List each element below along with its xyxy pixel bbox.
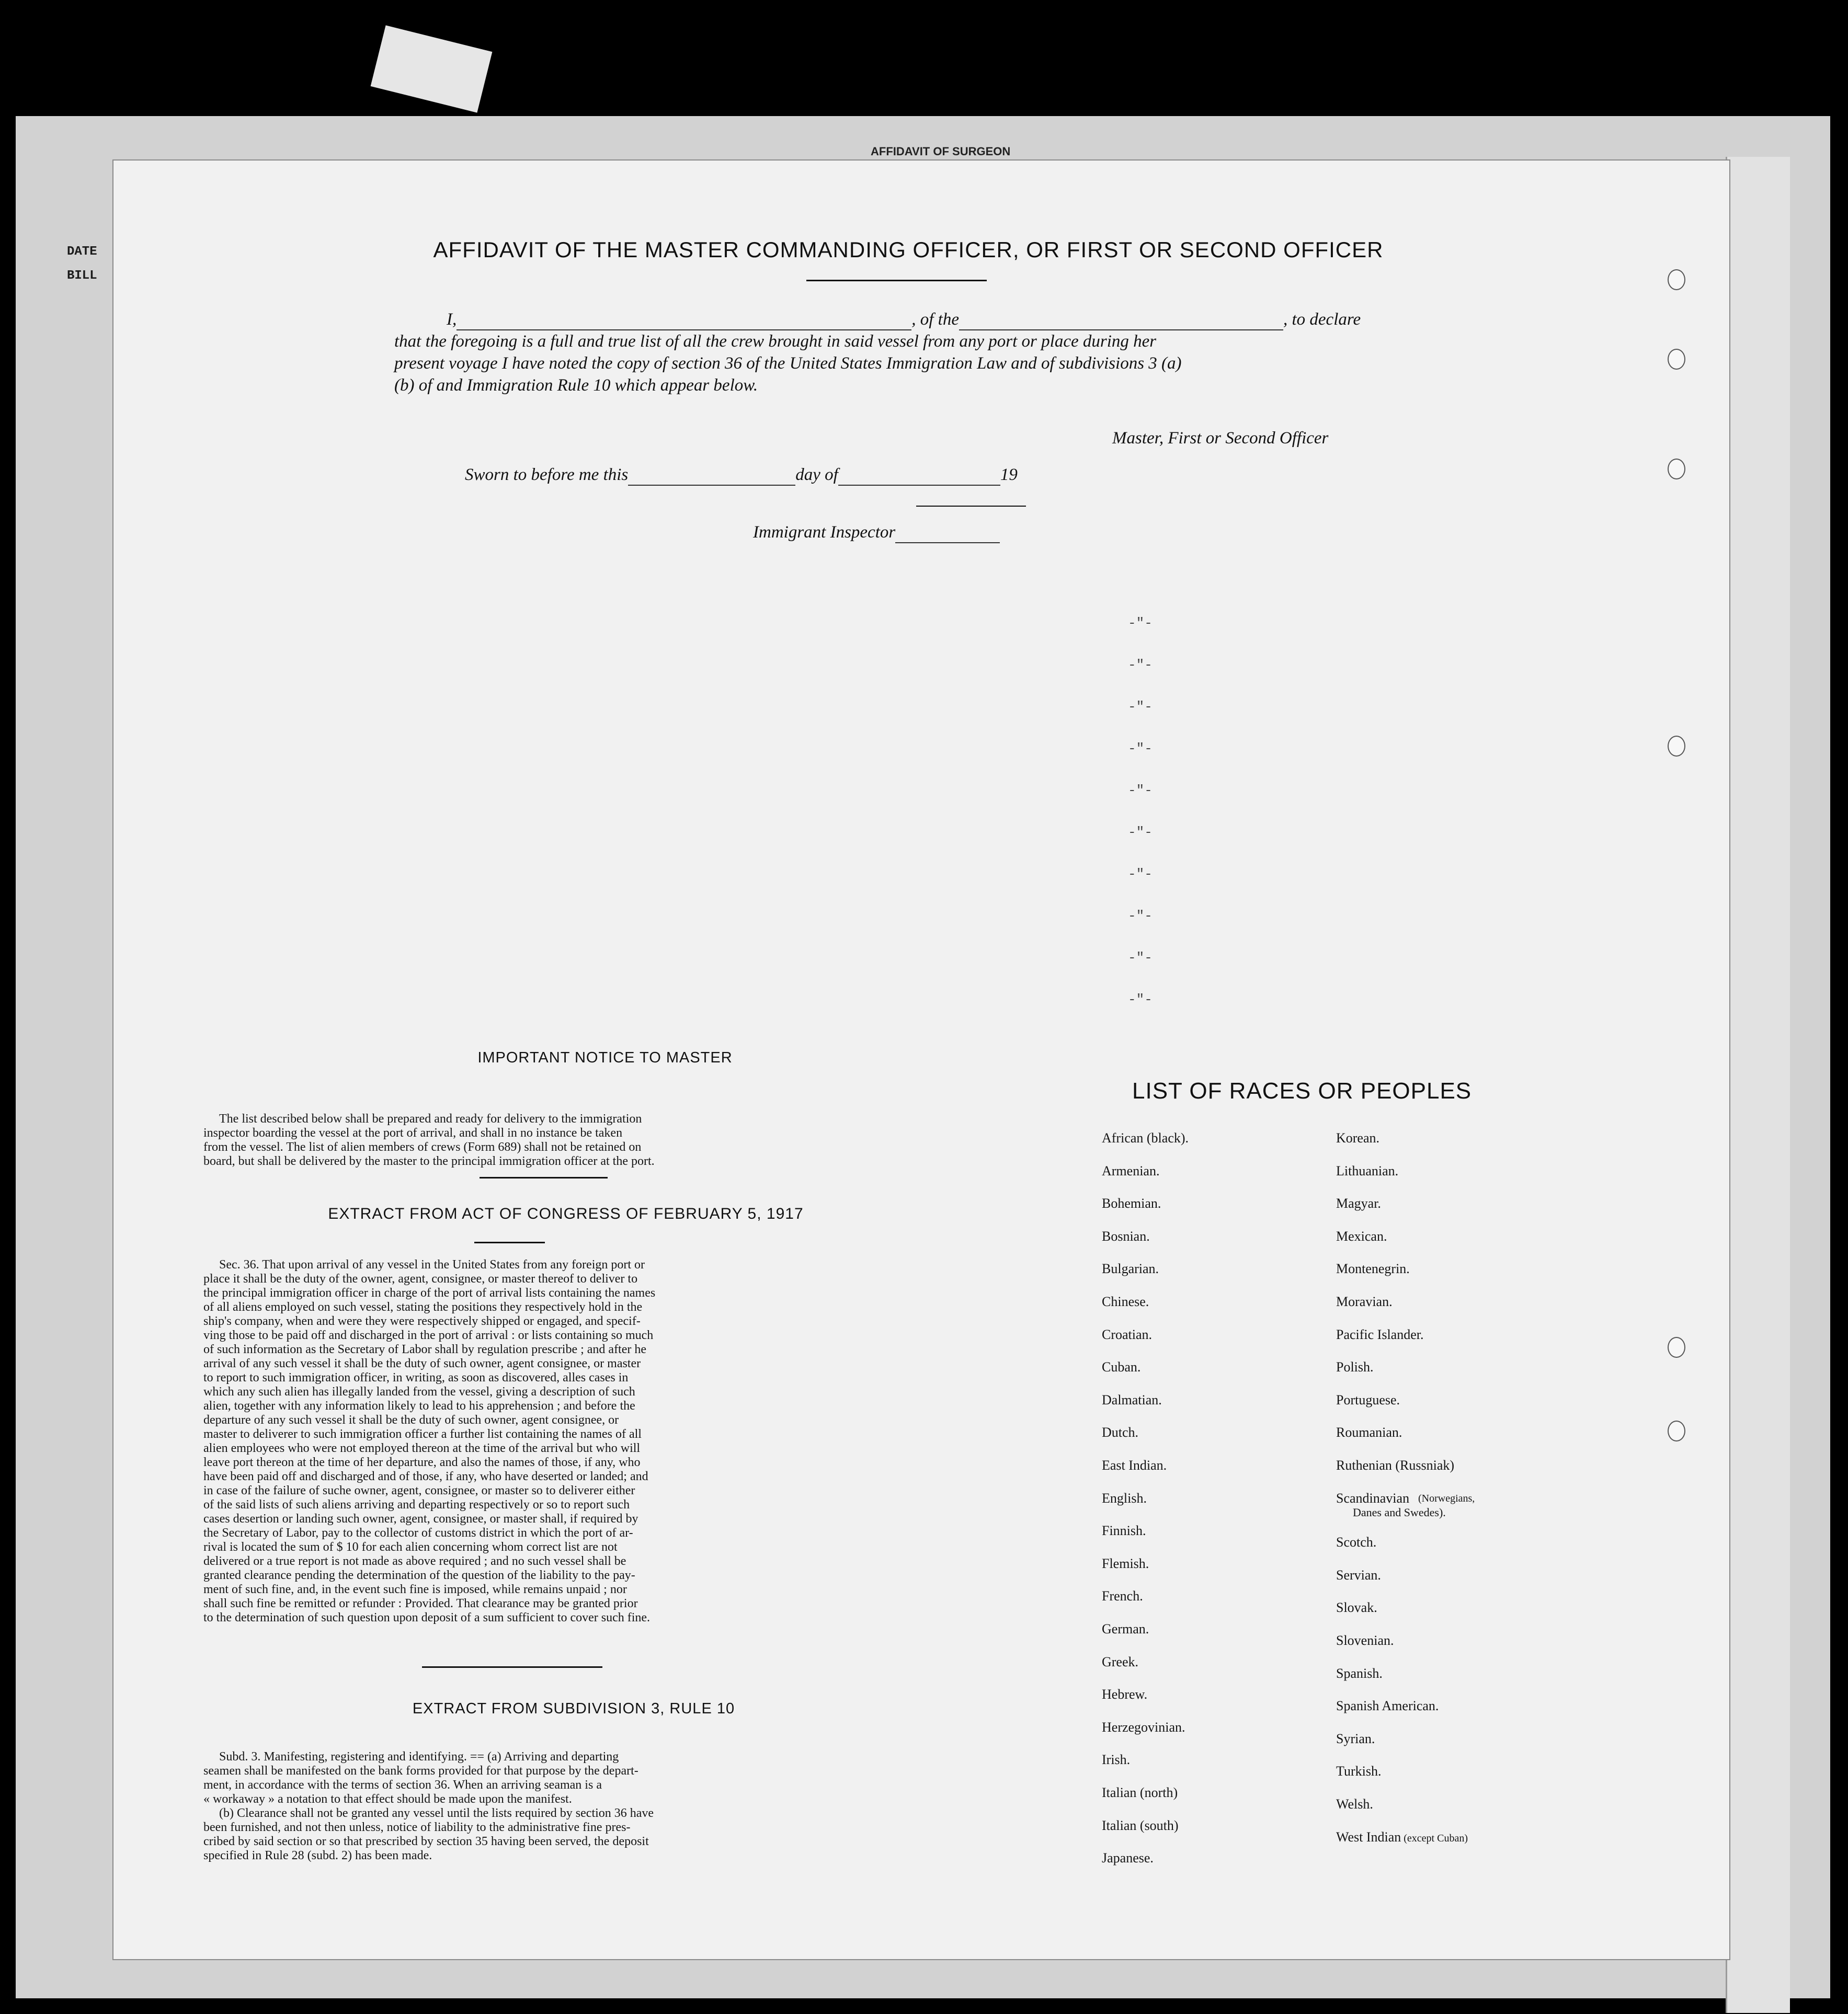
back-sheet-title: AFFIDAVIT OF SURGEON [871, 145, 1011, 158]
punch-hole [1668, 459, 1685, 479]
race-item: Armenian. [1102, 1163, 1160, 1178]
sworn-label: Sworn to before me this [465, 465, 629, 484]
inspector-signature-rule [916, 506, 1026, 507]
act-line: leave port thereon at the time of her departure, and also the names of those, if any, who [203, 1456, 641, 1469]
race-item: Magyar. [1336, 1196, 1381, 1211]
of-the-label: , of the [911, 310, 959, 329]
act-line: of all aliens employed on such vessel, stating the positions they respectively hold in the [203, 1300, 643, 1314]
sworn-day-field [628, 469, 795, 486]
race-item: Dutch. [1102, 1425, 1139, 1440]
race-item: Slovenian. [1336, 1633, 1394, 1648]
inspector-name-field [895, 527, 1000, 543]
race-item: Pacific Islander. [1336, 1327, 1424, 1342]
declarant-name-field [457, 314, 911, 330]
race-item: Roumanian. [1336, 1425, 1402, 1440]
race-item: Slovak. [1336, 1600, 1377, 1615]
punch-hole [1668, 736, 1685, 757]
ditto-mark: -"- [1128, 699, 1153, 715]
act-line: of such information as the Secretary of Labor shall by regulation prescribe ; and after he [203, 1343, 647, 1356]
race-item: Dalmatian. [1102, 1392, 1162, 1407]
declarant-prefix: I, [447, 310, 457, 329]
act-line: have been paid off and discharged and of those, if any, who have deserted or landed; and [203, 1470, 648, 1483]
rule-extract-body [203, 1750, 929, 1863]
right-edge-sheet [1726, 157, 1790, 2013]
race-item: Cuban. [1102, 1359, 1141, 1375]
ditto-mark: -"- [1128, 657, 1153, 673]
race-item: Polish. [1336, 1359, 1374, 1375]
race-item: Turkish. [1336, 1764, 1382, 1779]
race-item: Moravian. [1336, 1294, 1393, 1309]
act-extract-body [203, 1258, 929, 1625]
act-line: cases desertion or landing such owner, agent, consignee, or master shall, if required by [203, 1512, 638, 1526]
act-extract-title: EXTRACT FROM ACT OF CONGRESS OF FEBRUARY 5, 1917 [328, 1205, 804, 1222]
race-item: Bohemian. [1102, 1196, 1161, 1211]
punch-hole [1668, 1421, 1685, 1441]
rule-line: « workaway » a notation to that effect should be made upon the manifest. [203, 1792, 572, 1806]
act-line: shall such fine be remitted or refunder : Provided. That clearance may be granted prior [203, 1597, 638, 1610]
act-line: the principal immigration officer in charge of the port of arrival lists containing the names [203, 1286, 656, 1300]
west-indian-note: (except Cuban) [1401, 1833, 1468, 1844]
race-item: Bulgarian. [1102, 1261, 1159, 1276]
back-label-date: DATE [67, 245, 97, 259]
declaration-line-4: (b) of and Immigration Rule 10 which appear below. [394, 376, 758, 395]
year-prefix: 19 [1000, 465, 1018, 484]
race-item: West Indian (except Cuban) [1336, 1829, 1468, 1845]
act-line: master to deliverer to such immigration officer a further list containing the names of all [203, 1427, 642, 1441]
act-line: ving those to be paid off and discharged in the port of arrival : or lists containing so much [203, 1329, 654, 1342]
declaration-line-1 [447, 308, 1519, 330]
race-item: Scandinavian [1336, 1491, 1410, 1506]
divider [422, 1666, 602, 1668]
ditto-mark: -"- [1128, 783, 1153, 798]
race-item: Servian. [1336, 1567, 1381, 1583]
inspector-label [753, 521, 1000, 543]
notice-line: from the vessel. The list of alien members of crews (Form 689) shall not be retained on [203, 1140, 642, 1154]
punch-hole [1668, 349, 1685, 370]
act-line: the Secretary of Labor, pay to the collector of customs district in which the port of ar- [203, 1526, 633, 1540]
back-label-bill: BILL [67, 269, 97, 283]
divider [480, 1177, 608, 1178]
rule-line: been furnished, and not then unless, notice of liability to the administrative fine pres- [203, 1821, 631, 1834]
race-item: Italian (north) [1102, 1785, 1178, 1800]
race-item: Croatian. [1102, 1327, 1153, 1342]
notice-line: The list described below shall be prepared and ready for delivery to the immigration [219, 1112, 642, 1126]
race-item: Greek. [1102, 1654, 1139, 1669]
ditto-mark: -"- [1128, 992, 1153, 1008]
rule-line: Subd. 3. Manifesting, registering and identifying. == (a) Arriving and departing [219, 1750, 619, 1764]
declaration-line-2: that the foregoing is a full and true list of all the crew brought in said vessel from any port or place during her [394, 332, 1157, 351]
act-line: delivered or a true report is not made as above required ; and no such vessel shall be [203, 1554, 626, 1568]
ditto-mark: -"- [1128, 615, 1153, 631]
ditto-mark: -"- [1128, 908, 1153, 924]
act-line: rival is located the sum of $ 10 for each alien concerning whom correct list are not [203, 1540, 618, 1554]
title-underline [806, 280, 987, 281]
day-of-label: day of [795, 465, 838, 484]
race-item: Flemish. [1102, 1556, 1149, 1571]
race-item: African (black). [1102, 1130, 1189, 1146]
act-line: which any such alien has illegally landed from the vessel, giving a description of such [203, 1385, 635, 1399]
act-line: ship's company, when and were they were respectively shipped or engaged, and specif- [203, 1314, 641, 1328]
affidavit-title: AFFIDAVIT OF THE MASTER COMMANDING OFFICER, OR FIRST OR SECOND OFFICER [433, 237, 1384, 262]
race-item: East Indian. [1102, 1458, 1167, 1473]
race-item: German. [1102, 1621, 1149, 1637]
act-line: of the said lists of such aliens arriving and departing respectively or so to report such [203, 1498, 630, 1512]
rule-line: cribed by said section or so that prescribed by section 35 having been served, the deposit [203, 1835, 649, 1848]
act-line: to report to such immigration officer, in writing, as soon as discovered, alles cases in [203, 1371, 629, 1384]
torn-paper-scrap [371, 25, 493, 112]
race-item: Irish. [1102, 1752, 1131, 1767]
act-line: in case of the failure of suche owner, agent, consignee, or master so to deliverer either [203, 1484, 635, 1497]
race-item: Finnish. [1102, 1523, 1146, 1538]
race-item: Japanese. [1102, 1850, 1154, 1866]
race-item: Welsh. [1336, 1796, 1373, 1812]
notice-title: IMPORTANT NOTICE TO MASTER [477, 1049, 733, 1066]
inspector-text: Immigrant Inspector [753, 523, 896, 542]
act-line: granted clearance pending the determination of the question of the liability to the pay- [203, 1569, 635, 1582]
scandinavian-note-2: Danes and Swedes). [1353, 1506, 1446, 1519]
act-line: ment of such fine, and, in the event such fine is imposed, while remains unpaid ; nor [203, 1583, 627, 1596]
scandinavian-note-1: (Norwegians, [1418, 1493, 1475, 1504]
race-item: Korean. [1336, 1130, 1380, 1146]
divider [474, 1242, 545, 1243]
punch-hole [1668, 269, 1685, 290]
race-item: Chinese. [1102, 1294, 1149, 1309]
race-item: Bosnian. [1102, 1229, 1150, 1244]
race-item: Ruthenian (Russniak) [1336, 1458, 1455, 1473]
punch-hole [1668, 1337, 1685, 1358]
sworn-month-field [838, 469, 1000, 486]
race-item: Portuguese. [1336, 1392, 1400, 1407]
rule-line: seamen shall be manifested on the bank forms provided for that purpose by the depart- [203, 1764, 638, 1778]
declaration-line-3: present voyage I have noted the copy of section 36 of the United States Immigration Law and of subdivisions 3 (a) [394, 354, 1182, 373]
race-item: Hebrew. [1102, 1687, 1148, 1702]
act-line: arrival of any such vessel it shall be the duty of such owner, agent consignee, or master [203, 1357, 641, 1370]
race-item: Herzegovinian. [1102, 1720, 1185, 1735]
race-item: Spanish. [1336, 1666, 1383, 1681]
master-signature-label: Master, First or Second Officer [1112, 429, 1329, 448]
act-line: to the determination of such question upon deposit of a sum sufficient to cover such fine. [203, 1611, 651, 1624]
race-item: French. [1102, 1588, 1143, 1604]
notice-line: inspector boarding the vessel at the port of arrival, and shall in no instance be taken [203, 1126, 623, 1140]
ditto-mark: -"- [1128, 741, 1153, 757]
to-declare-label: , to declare [1283, 310, 1361, 329]
ditto-mark: -"- [1128, 950, 1153, 966]
act-line: Sec. 36. That upon arrival of any vessel in the United States from any foreign port or [219, 1258, 645, 1272]
ditto-mark: -"- [1128, 866, 1153, 882]
race-item: English. [1102, 1491, 1147, 1506]
rule-line: ment, in accordance with the terms of section 36. When an arriving seaman is a [203, 1778, 602, 1792]
rule-line: specified in Rule 28 (subd. 2) has been made. [203, 1849, 432, 1862]
rule-extract-title: EXTRACT FROM SUBDIVISION 3, RULE 10 [412, 1700, 735, 1717]
sworn-line [465, 464, 1249, 486]
act-line: place it shall be the duty of the owner, agent, consignee, or master thereof to deliver to [203, 1272, 638, 1286]
act-line: alien employees who were not employed thereon at the time of the arrival but who will [203, 1441, 641, 1455]
ditto-mark: -"- [1128, 825, 1153, 840]
affidavit-form-sheet [112, 159, 1730, 1960]
act-line: alien, together with any information likely to lead to his apprehension ; and before the [203, 1399, 635, 1413]
race-item: Montenegrin. [1336, 1261, 1410, 1276]
race-item: Italian (south) [1102, 1818, 1179, 1833]
notice-body [203, 1112, 929, 1169]
race-item: Syrian. [1336, 1731, 1375, 1746]
act-line: departure of any such vessel it shall be the duty of such owner, agent consignee, or [203, 1413, 619, 1427]
notice-line: board, but shall be delivered by the master to the principal immigration officer at the port. [203, 1154, 655, 1168]
races-title: LIST OF RACES OR PEOPLES [1132, 1078, 1472, 1104]
race-item: Scotch. [1336, 1535, 1377, 1550]
vessel-name-field [959, 314, 1283, 330]
race-item: Mexican. [1336, 1229, 1387, 1244]
race-item: Spanish American. [1336, 1698, 1439, 1713]
rule-line: (b) Clearance shall not be granted any vessel until the lists required by section 36 have [219, 1806, 654, 1820]
race-item: Lithuanian. [1336, 1163, 1399, 1178]
